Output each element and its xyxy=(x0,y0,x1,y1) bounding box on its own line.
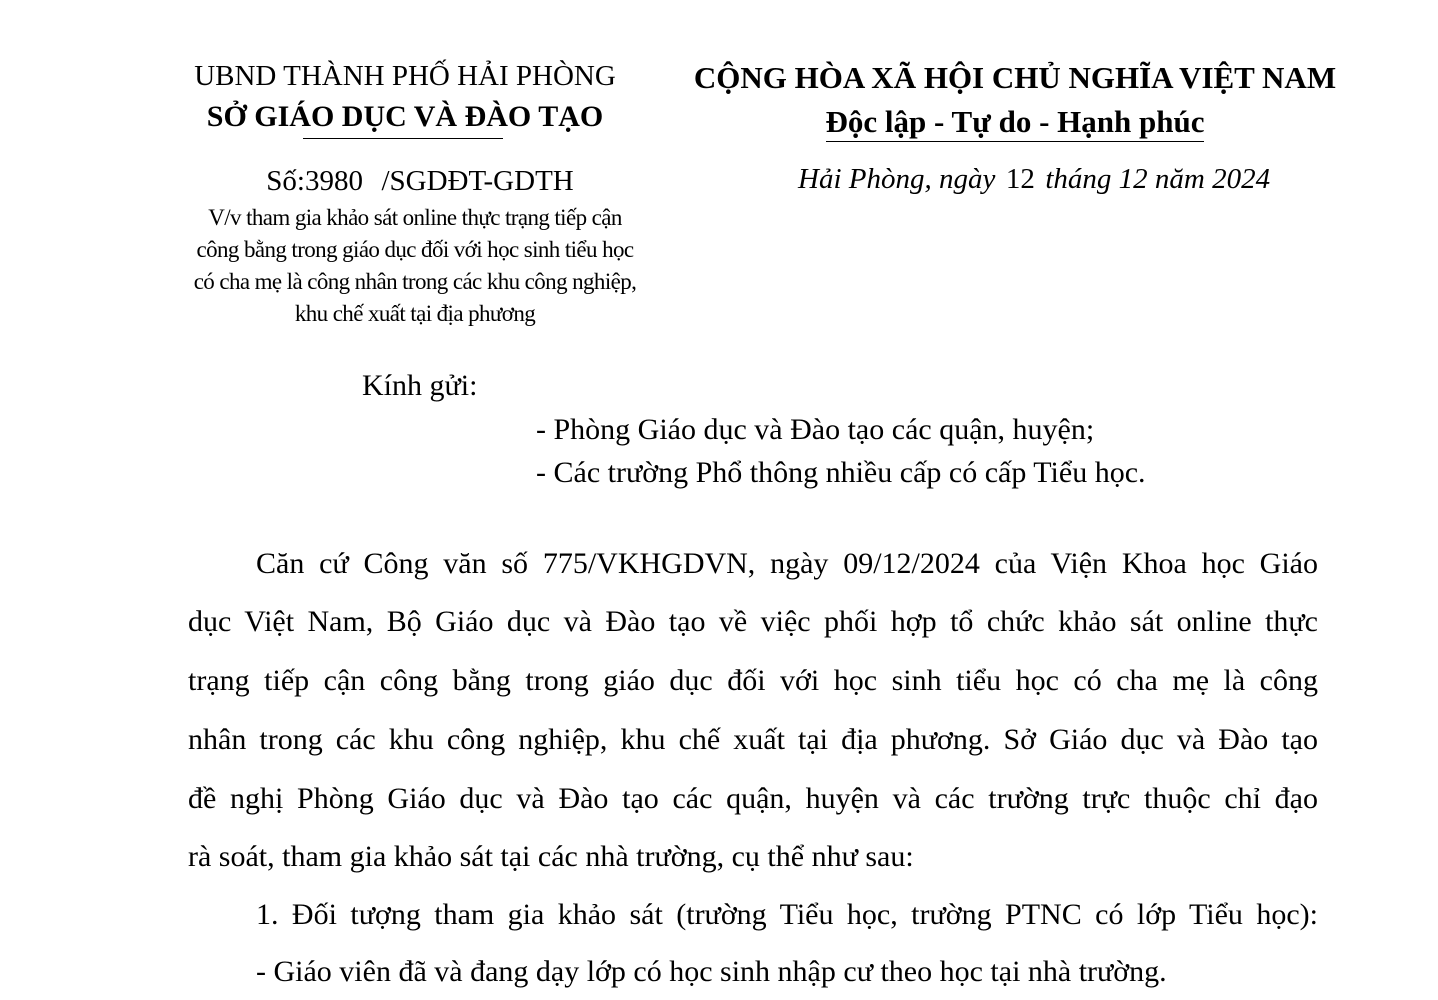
body-paragraph-line: rà soát, tham gia khảo sát tại các nhà trường, cụ thể như sau: xyxy=(188,840,914,873)
document-number-value: 3980 xyxy=(304,165,363,197)
issuing-authority: UBND THÀNH PHỐ HẢI PHÒNG xyxy=(194,60,616,92)
body-paragraph-line: dục Việt Nam, Bộ Giáo dục và Đào tạo về việc phối hợp tổ chức khảo sát online thực xyxy=(188,605,1318,638)
department-underline xyxy=(303,138,503,139)
body-paragraph-line: nhân trong các khu công nghiệp, khu chế xuất tại địa phương. Sở Giáo dục và Đào tạo xyxy=(188,723,1318,756)
national-title: CỘNG HÒA XÃ HỘI CHỦ NGHĨA VIỆT NAM xyxy=(693,60,1337,95)
section-item-1: 1. Đối tượng tham gia khảo sát (trường Tiểu học, trường PTNC có lớp Tiểu học): xyxy=(256,898,1318,931)
greeting: Kính gửi: xyxy=(362,369,478,402)
body-paragraph-line: trạng tiếp cận công bằng trong giáo dục đối với học sinh tiểu học có cha mẹ là công xyxy=(188,664,1318,697)
document-number xyxy=(150,165,690,198)
place-date xyxy=(680,163,1438,196)
recipient-item: - Phòng Giáo dục và Đào tạo các quận, huyện; xyxy=(536,413,1095,446)
date-day: 12 xyxy=(1005,163,1035,195)
date-suffix: tháng 12 năm 2024 xyxy=(1045,163,1271,195)
document-subject xyxy=(150,202,680,330)
subject-line: V/v tham gia khảo sát online thực trạng tiếp cận xyxy=(208,205,622,230)
section-item-1-sub: - Giáo viên đã và đang dạy lớp có học sinh nhập cư theo học tại nhà trường. xyxy=(256,955,1167,988)
date-prefix: Hải Phòng, ngày xyxy=(798,163,996,195)
body-paragraph-line: đề nghị Phòng Giáo dục và Đào tạo các quận, huyện và các trường trực thuộc chỉ đạo xyxy=(188,782,1318,815)
document-number-label: Số: xyxy=(266,165,305,197)
document-number-suffix: /SGDĐT-GDTH xyxy=(381,165,574,197)
body-paragraph-line: Căn cứ Công văn số 775/VKHGDVN, ngày 09/12/2024 của Viện Khoa học Giáo xyxy=(256,547,1318,580)
recipient-item: - Các trường Phổ thông nhiều cấp có cấp Tiểu học. xyxy=(536,456,1146,489)
subject-line: khu chế xuất tại địa phương xyxy=(294,301,536,326)
subject-line: có cha mẹ là công nhân trong các khu công nghiệp, xyxy=(193,269,637,294)
subject-line: công bằng trong giáo dục đối với học sinh tiểu học xyxy=(196,237,634,262)
national-motto xyxy=(680,104,1350,140)
motto-text: Độc lập - Tự do - Hạnh phúc xyxy=(826,104,1205,142)
issuing-department: SỞ GIÁO DỤC VÀ ĐÀO TẠO xyxy=(206,100,604,133)
